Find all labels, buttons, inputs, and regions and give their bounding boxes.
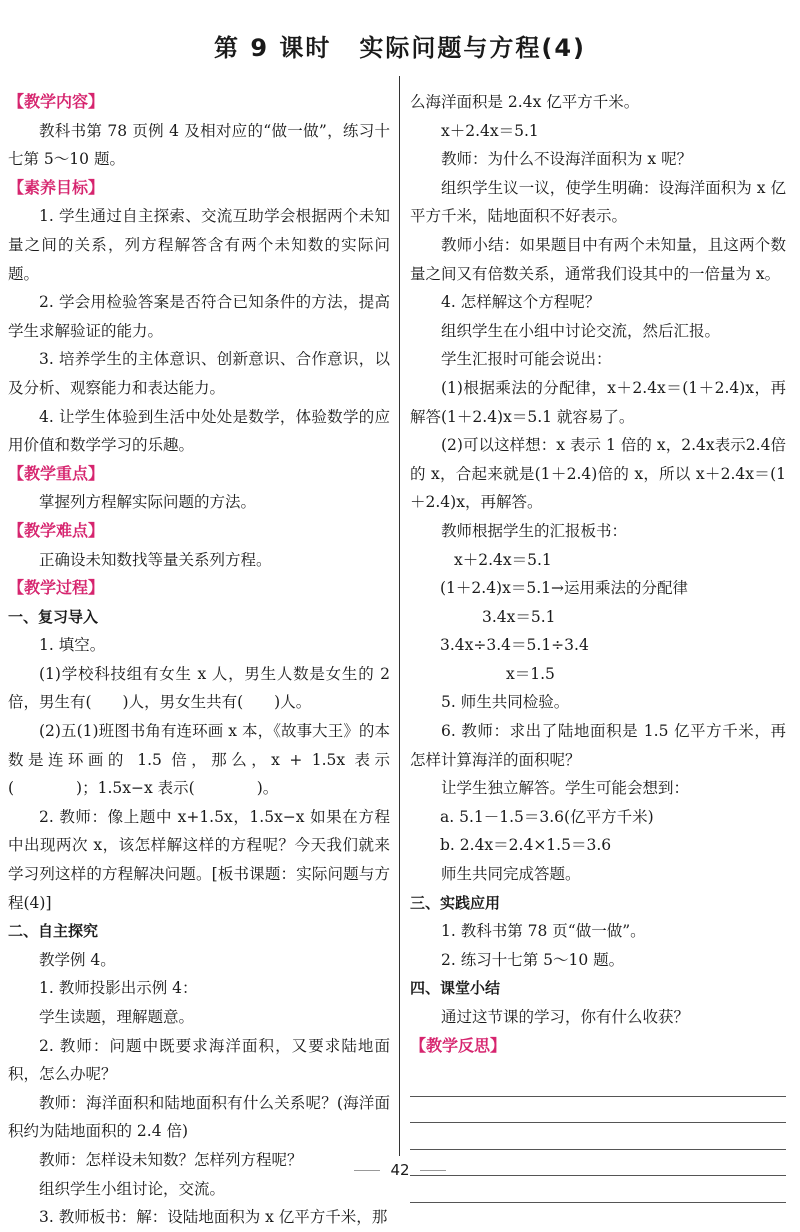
paragraph: 正确设未知数找等量关系列方程。 bbox=[39, 550, 272, 569]
paragraph: 教科书第 78 页例 4 及相对应的“做一做”，练习十七第 5～10 题。 bbox=[8, 121, 390, 169]
paragraph: 学生汇报时可能会说出： bbox=[441, 350, 612, 369]
writing-line bbox=[410, 1070, 786, 1097]
equation: x＋2.4x＝5.1 bbox=[441, 121, 539, 140]
equation-step: 3.4x＝5.1 bbox=[482, 607, 556, 626]
paragraph: a. 5.1－1.5＝3.6(亿平方千米) bbox=[440, 807, 654, 826]
paragraph: 教师：海洋面积和陆地面积有什么关系呢？(海洋面积约为陆地面积的 2.4 倍) bbox=[8, 1093, 390, 1141]
lesson-number: 第 9 课时 bbox=[213, 34, 332, 62]
paragraph: (2)五(1)班图书角有连环画 x 本，《故事大王》的本数是连环画的 1.5 倍，那么，x + 1.5x 表示( )；1.5x−x 表示( )。 bbox=[8, 722, 390, 798]
paragraph: 3. 教师板书：解：设陆地面积为 x 亿平方千米，那 bbox=[39, 1208, 388, 1227]
paragraph: (1)学校科技组有女生 x 人，男生人数是女生的 2 倍，男生有( )人，男女生共有( )人。 bbox=[8, 664, 390, 712]
paragraph: 1. 教师投影出示例 4： bbox=[39, 979, 198, 998]
section-heading: 四、课堂小结 bbox=[410, 979, 501, 998]
tag-difficulties: 【教学难点】 bbox=[8, 520, 105, 540]
section-heading: 一、复习导入 bbox=[8, 607, 99, 626]
paragraph: 教师根据学生的汇报板书： bbox=[441, 521, 628, 540]
paragraph: 掌握列方程解实际问题的方法。 bbox=[39, 493, 257, 512]
section-heading: 三、实践应用 bbox=[410, 893, 501, 912]
paragraph: 2. 练习十七第 5～10 题。 bbox=[441, 950, 625, 969]
paragraph: 让学生独立解答。学生可能会想到： bbox=[441, 779, 690, 798]
paragraph: 1. 填空。 bbox=[39, 636, 106, 655]
page-number: 42 bbox=[0, 1161, 800, 1179]
writing-line bbox=[410, 1176, 786, 1203]
equation-step: x＝1.5 bbox=[506, 664, 555, 683]
paragraph: 1. 学生通过自主探索、交流互助学会根据两个未知量之间的关系，列方程解答含有两个未知数的实际问题。 bbox=[8, 207, 390, 283]
left-column bbox=[8, 88, 390, 1232]
paragraph: 教学例 4。 bbox=[39, 950, 116, 969]
lesson-topic: 实际问题与方程(4) bbox=[359, 34, 587, 62]
paragraph: 学生读题，理解题意。 bbox=[39, 1008, 195, 1026]
paragraph: 2. 教师：像上题中 x+1.5x，1.5x−x 如果在方程中出现两次 x，该怎样解这样的方程呢？今天我们就来学习列这样的方程解决问题。[板书课题：实际问题与方程(4)] bbox=[8, 807, 390, 912]
paragraph: 么海洋面积是 2.4x 亿平方千米。 bbox=[410, 93, 640, 111]
right-column bbox=[410, 88, 786, 1203]
paragraph: b. 2.4x＝2.4×1.5＝3.6 bbox=[440, 836, 612, 855]
paragraph: 1. 教科书第 78 页“做一做”。 bbox=[441, 922, 646, 941]
equation-step: 3.4x÷3.4＝5.1÷3.4 bbox=[440, 636, 589, 655]
paragraph: 通过这节课的学习，你有什么收获？ bbox=[441, 1008, 690, 1026]
writing-line bbox=[410, 1097, 786, 1124]
equation-step: (1＋2.4)x＝5.1→运用乘法的分配律 bbox=[440, 579, 688, 598]
paragraph: 教师：怎样设未知数？怎样列方程呢？ bbox=[39, 1150, 303, 1169]
tag-teaching-content: 【教学内容】 bbox=[8, 92, 105, 111]
tag-reflection: 【教学反思】 bbox=[410, 1035, 507, 1055]
paragraph: 师生共同完成答题。 bbox=[441, 865, 581, 884]
paragraph: 组织学生小组讨论，交流。 bbox=[39, 1179, 226, 1198]
tag-process: 【教学过程】 bbox=[8, 578, 105, 598]
writing-line bbox=[410, 1123, 786, 1150]
column-divider bbox=[399, 76, 400, 1156]
section-heading: 二、自主探究 bbox=[8, 922, 99, 941]
paragraph: 3. 培养学生的主体意识、创新意识、合作意识，以及分析、观察能力和表达能力。 bbox=[8, 350, 390, 397]
equation-step: x＋2.4x＝5.1 bbox=[454, 550, 552, 569]
paragraph: 2. 学会用检验答案是否符合已知条件的方法，提高学生求解验证的能力。 bbox=[8, 293, 390, 340]
reflection-lines bbox=[410, 1070, 786, 1203]
paragraph: 组织学生在小组中讨论交流，然后汇报。 bbox=[441, 321, 721, 340]
tag-key-points: 【教学重点】 bbox=[8, 463, 105, 483]
paragraph: 教师：为什么不设海洋面积为 x 呢？ bbox=[441, 150, 693, 169]
paragraph: 5. 师生共同检验。 bbox=[441, 693, 570, 712]
paragraph: 组织学生议一议，使学生明确：设海洋面积为 x 亿平方千米，陆地面积不好表示。 bbox=[410, 178, 786, 226]
page-title bbox=[0, 28, 800, 63]
paragraph: 2. 教师：问题中既要求海洋面积，又要求陆地面积，怎么办呢？ bbox=[8, 1036, 390, 1084]
paragraph: (2)可以这样想：x 表示 1 倍的 x，2.4x表示2.4倍的 x，合起来就是(1＋2.4)倍的 x，所以 x＋2.4x＝(1＋2.4)x，再解答。 bbox=[410, 436, 786, 512]
tag-goals: 【素养目标】 bbox=[8, 177, 105, 197]
paragraph: (1)根据乘法的分配律，x＋2.4x＝(1＋2.4)x，再解答(1＋2.4)x＝5.1 就容易了。 bbox=[410, 378, 786, 426]
paragraph: 6. 教师：求出了陆地面积是 1.5 亿平方千米，再怎样计算海洋的面积呢？ bbox=[410, 722, 786, 769]
paragraph: 教师小结：如果题目中有两个未知量，且这两个数量之间又有倍数关系，通常我们设其中的一倍量为 x。 bbox=[410, 235, 786, 283]
paragraph: 4. 让学生体验到生活中处处是数学，体验数学的应用价值和数学学习的乐趣。 bbox=[8, 407, 390, 455]
paragraph: 4. 怎样解这个方程呢？ bbox=[441, 293, 601, 312]
